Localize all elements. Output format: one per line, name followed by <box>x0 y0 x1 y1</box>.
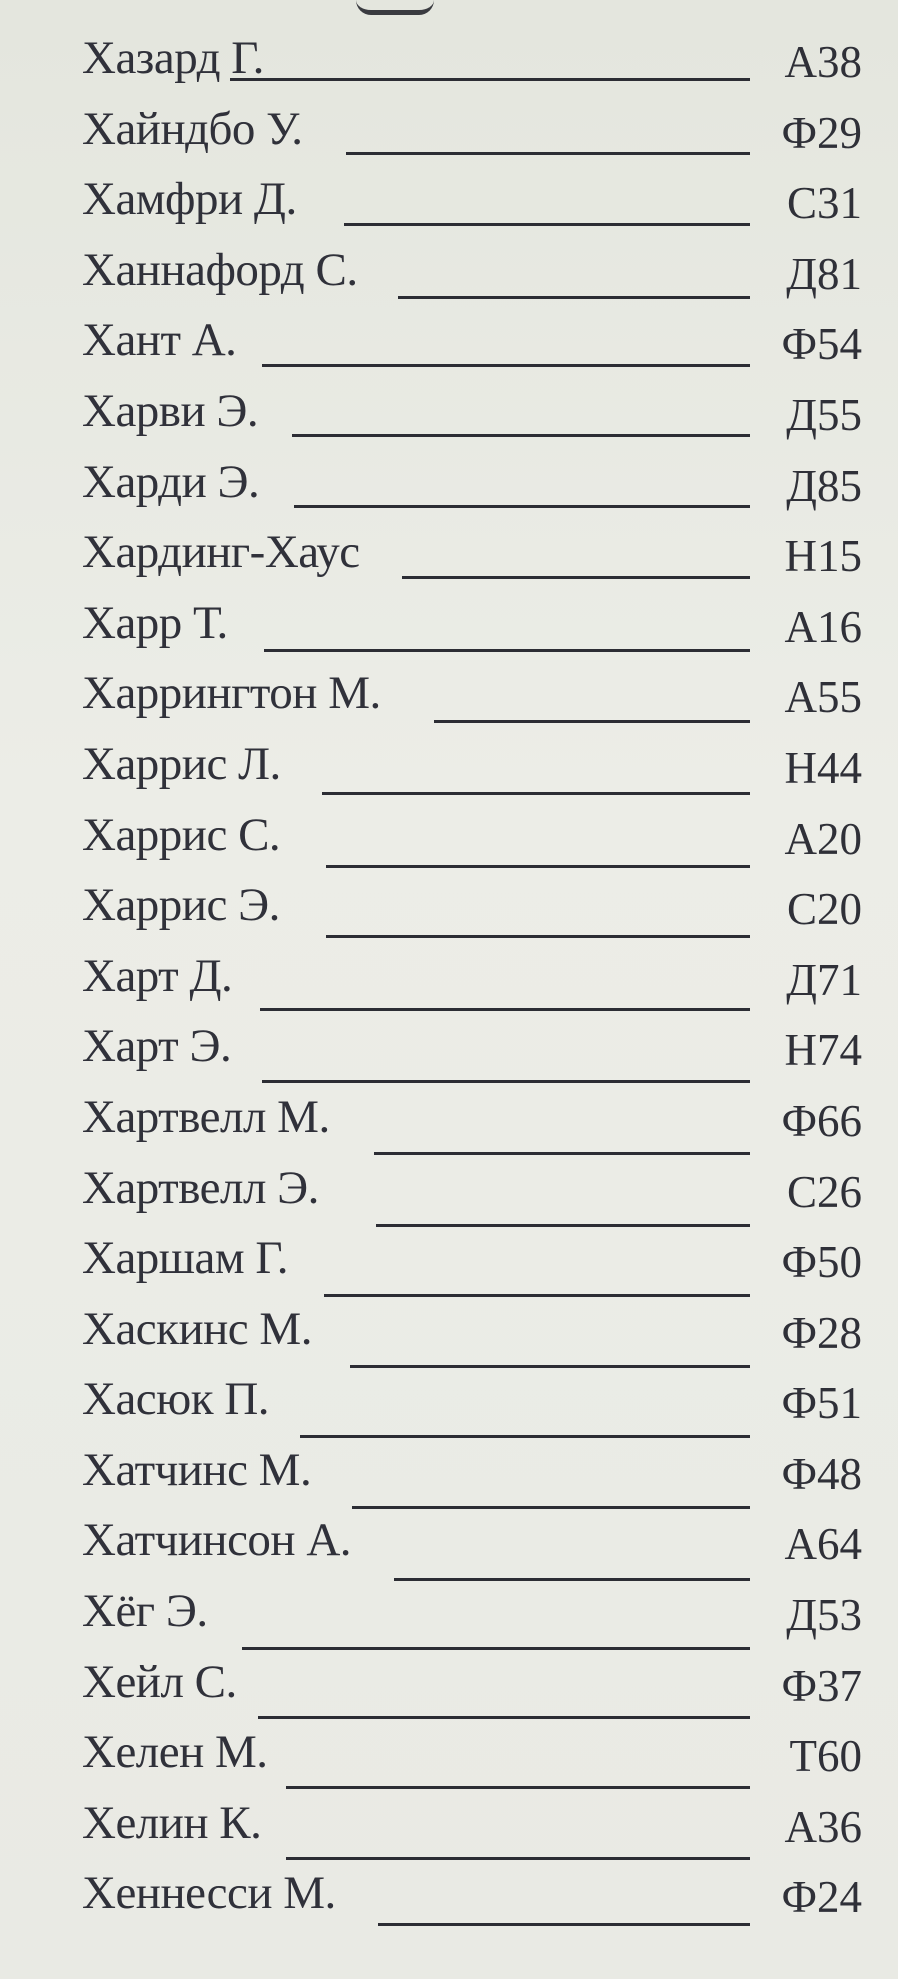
index-entry <box>82 1156 862 1227</box>
dotted-leader-line <box>262 1080 750 1083</box>
entry-name: Хелин К. <box>82 1796 262 1849</box>
entry-reference: Ф51 <box>781 1378 862 1429</box>
dotted-leader-line <box>346 152 750 155</box>
dotted-leader-line <box>398 296 750 299</box>
index-entry <box>82 308 862 379</box>
entry-name: Хайндбо У. <box>82 102 303 155</box>
entry-reference: Н74 <box>784 1025 862 1076</box>
dotted-leader-line <box>344 223 750 226</box>
index-entry <box>82 1367 862 1438</box>
dotted-leader-line <box>292 434 750 437</box>
index-entry <box>82 1791 862 1862</box>
entry-name: Харрингтон М. <box>82 667 381 720</box>
entry-reference: Д81 <box>786 248 862 299</box>
entry-reference: Ф24 <box>781 1872 862 1923</box>
index-entry <box>82 97 862 168</box>
entry-reference: С26 <box>786 1166 862 1217</box>
index-entry <box>82 1438 862 1509</box>
entry-name: Хелен М. <box>82 1726 268 1779</box>
entry-reference: Ф48 <box>781 1448 862 1499</box>
entry-name: Харт Д. <box>82 949 233 1002</box>
entry-reference: Ф50 <box>781 1237 862 1288</box>
entry-name: Хардинг-Хаус <box>82 526 360 579</box>
entry-name: Хеннесси М. <box>82 1867 336 1920</box>
dotted-leader-line <box>322 792 750 795</box>
index-entry <box>82 1226 862 1297</box>
index-entry <box>82 591 862 662</box>
entry-name: Хартвелл Э. <box>82 1161 319 1214</box>
entry-name: Хамфри Д. <box>82 173 297 226</box>
entry-name: Харди Э. <box>82 455 260 508</box>
entry-name: Хасюк П. <box>82 1373 270 1426</box>
index-entry <box>82 450 862 521</box>
entry-reference: Д55 <box>786 389 862 440</box>
entry-reference: А55 <box>784 672 862 723</box>
entry-name: Ханнафорд С. <box>82 243 358 296</box>
entry-reference: А38 <box>784 37 862 87</box>
index-entry <box>82 803 862 874</box>
dotted-leader-line <box>262 364 750 367</box>
entry-name: Харрис С. <box>82 808 281 861</box>
index-entry <box>82 1579 862 1650</box>
entry-name: Хатчинсон А. <box>82 1514 352 1567</box>
entry-reference: Н15 <box>784 531 862 582</box>
entry-reference: Ф29 <box>781 107 862 158</box>
index-entry <box>82 1650 862 1721</box>
entry-name: Харви Э. <box>82 384 259 437</box>
entry-name: Хазард Г. <box>82 32 264 84</box>
index-entry <box>82 379 862 450</box>
dotted-leader-line <box>378 1923 750 1926</box>
index-entry <box>82 1508 862 1579</box>
dotted-leader-line <box>264 649 750 652</box>
index-entry <box>82 732 862 803</box>
entry-reference: Н44 <box>784 742 862 793</box>
entry-reference: А20 <box>784 813 862 864</box>
index-entry <box>82 873 862 944</box>
index-entry <box>82 26 862 97</box>
entry-name: Хёг Э. <box>82 1585 208 1638</box>
entry-reference: С20 <box>786 884 862 935</box>
entry-reference: А36 <box>784 1801 862 1852</box>
dotted-leader-line <box>286 1786 750 1789</box>
entry-reference: Д71 <box>786 954 862 1005</box>
entry-name: Хаскинс М. <box>82 1302 312 1355</box>
index-entry <box>82 1297 862 1368</box>
index-entry <box>82 1861 862 1932</box>
entry-reference: Ф37 <box>781 1660 862 1711</box>
dotted-leader-line <box>286 1857 750 1860</box>
index-entry <box>82 944 862 1015</box>
entry-reference: С31 <box>786 178 862 229</box>
entry-reference: Д85 <box>786 460 862 511</box>
entry-name: Хант А. <box>82 314 237 367</box>
dotted-leader-line <box>326 935 750 938</box>
entry-reference: Т60 <box>789 1731 862 1782</box>
entry-reference: А64 <box>784 1519 862 1570</box>
top-edge-mark <box>356 0 434 15</box>
dotted-leader-line <box>402 576 750 579</box>
entry-name: Хартвелл М. <box>82 1090 330 1143</box>
entry-reference: Ф28 <box>781 1307 862 1358</box>
dotted-leader-line <box>326 865 750 868</box>
entry-reference: Ф66 <box>781 1095 862 1146</box>
index-entry <box>82 661 862 732</box>
dotted-leader-line <box>230 78 750 81</box>
entry-reference: А16 <box>784 601 862 652</box>
entry-name: Хатчинс М. <box>82 1443 312 1496</box>
index-entry <box>82 1085 862 1156</box>
dotted-leader-line <box>258 1716 750 1719</box>
entry-name: Хейл С. <box>82 1655 237 1708</box>
dotted-leader-line <box>260 1008 750 1011</box>
entry-name: Харт Э. <box>82 1020 232 1073</box>
entry-reference: Ф54 <box>781 319 862 370</box>
index-entry <box>82 238 862 309</box>
index-entry <box>82 520 862 591</box>
entry-name: Харрис Э. <box>82 879 280 932</box>
dotted-leader-line <box>434 720 750 723</box>
entry-name: Харрис Л. <box>82 737 281 790</box>
index-entry <box>82 1014 862 1085</box>
entry-reference: Д53 <box>786 1590 862 1641</box>
entry-name: Харшам Г. <box>82 1232 288 1285</box>
index-entry <box>82 167 862 238</box>
name-index-list <box>82 26 862 1932</box>
dotted-leader-line <box>374 1152 750 1155</box>
entry-name: Харр Т. <box>82 596 228 649</box>
index-entry <box>82 1720 862 1791</box>
dotted-leader-line <box>294 505 750 508</box>
